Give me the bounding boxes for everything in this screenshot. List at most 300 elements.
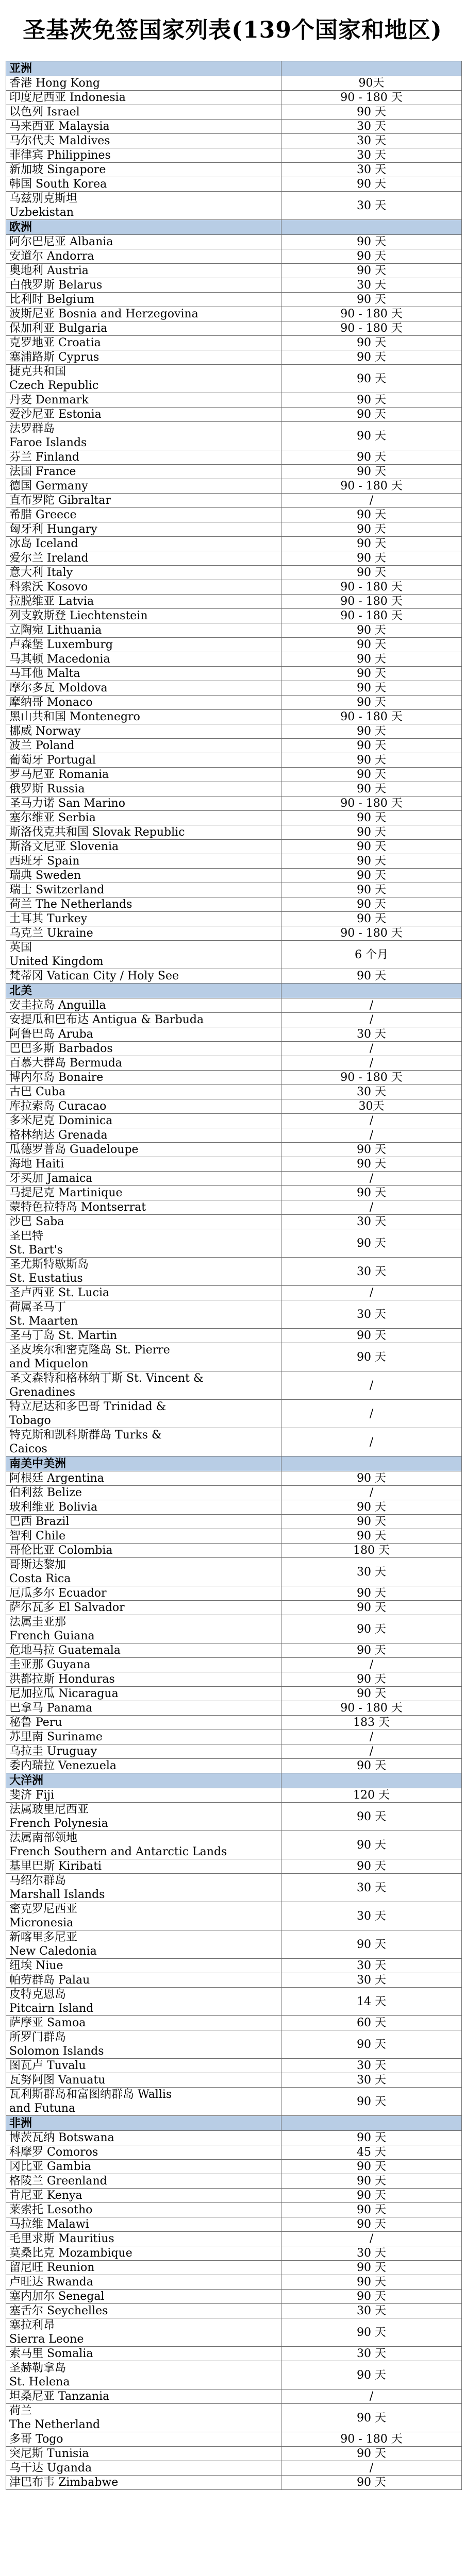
stay-duration: / bbox=[281, 1042, 462, 1056]
country-name: 萨摩亚 Samoa bbox=[6, 2016, 281, 2030]
stay-duration: 90 - 180 天 bbox=[281, 307, 462, 321]
stay-duration: 90 天 bbox=[281, 2290, 462, 2304]
table-row bbox=[6, 941, 462, 969]
table-row bbox=[6, 1586, 462, 1601]
country-name: 圣马丁岛 St. Martin bbox=[6, 1329, 281, 1343]
table-row bbox=[6, 1988, 462, 2016]
stay-duration: 90 - 180 天 bbox=[281, 479, 462, 494]
region-name: 南美中美洲 bbox=[6, 1456, 281, 1471]
table-row bbox=[6, 1013, 462, 1027]
country-name: 波斯尼亚 Bosnia and Herzegovina bbox=[6, 307, 281, 321]
stay-duration: 90 - 180 天 bbox=[281, 796, 462, 811]
country-name: 海地 Haiti bbox=[6, 1157, 281, 1172]
table-row bbox=[6, 1701, 462, 1716]
stay-duration: 90 天 bbox=[281, 450, 462, 465]
table-row bbox=[6, 1529, 462, 1544]
stay-duration: 90 天 bbox=[281, 2476, 462, 2490]
page-title: 圣基茨免签国家列表(139个国家和地区) bbox=[23, 17, 442, 43]
stay-duration: 90 天 bbox=[281, 696, 462, 710]
country-name: 玻利维亚 Bolivia bbox=[6, 1500, 281, 1515]
country-name: 马尔代夫 Maldives bbox=[6, 134, 281, 148]
table-row bbox=[6, 551, 462, 566]
stay-duration: 90 天 bbox=[281, 1586, 462, 1601]
table-row bbox=[6, 667, 462, 681]
table-row bbox=[6, 2261, 462, 2275]
stay-duration: 90 天 bbox=[281, 969, 462, 984]
table-row bbox=[6, 307, 462, 321]
stay-duration: 90 天 bbox=[281, 2404, 462, 2432]
stay-duration: 90 天 bbox=[281, 249, 462, 264]
region-header-blank bbox=[281, 1456, 462, 1471]
country-name: 塞舌尔 Seychelles bbox=[6, 2304, 281, 2318]
country-name: 法属玻里尼西亚 French Polynesia bbox=[6, 1803, 281, 1831]
country-name: 卢旺达 Rwanda bbox=[6, 2275, 281, 2290]
country-name: 索马里 Somalia bbox=[6, 2347, 281, 2361]
region-name: 大洋洲 bbox=[6, 1773, 281, 1788]
table-row bbox=[6, 1874, 462, 1902]
stay-duration: 30 天 bbox=[281, 1300, 462, 1329]
table-row bbox=[6, 2016, 462, 2030]
table-row bbox=[6, 1515, 462, 1529]
country-name: 基里巴斯 Kiribati bbox=[6, 1859, 281, 1874]
stay-duration: 60 天 bbox=[281, 2016, 462, 2030]
table-row bbox=[6, 1114, 462, 1128]
table-row bbox=[6, 393, 462, 408]
table-row bbox=[6, 1500, 462, 1515]
table-row bbox=[6, 450, 462, 465]
stay-duration: 90 - 180 天 bbox=[281, 580, 462, 595]
country-name: 安道尔 Andorra bbox=[6, 249, 281, 264]
table-row bbox=[6, 2088, 462, 2116]
stay-duration: 90 天 bbox=[281, 2174, 462, 2189]
stay-duration: / bbox=[281, 1744, 462, 1759]
stay-duration: 90 天 bbox=[281, 1601, 462, 1615]
country-name: 保加利亚 Bulgaria bbox=[6, 321, 281, 336]
stay-duration: 30 天 bbox=[281, 192, 462, 220]
stay-duration: 90 - 180 天 bbox=[281, 1701, 462, 1716]
country-name: 马来西亚 Malaysia bbox=[6, 120, 281, 134]
stay-duration: 90 天 bbox=[281, 350, 462, 365]
table-row bbox=[6, 926, 462, 941]
stay-duration: / bbox=[281, 2389, 462, 2404]
country-name: 波兰 Poland bbox=[6, 739, 281, 753]
stay-duration: 30 天 bbox=[281, 2304, 462, 2318]
table-row bbox=[6, 422, 462, 450]
table-row bbox=[6, 1759, 462, 1773]
table-row bbox=[6, 580, 462, 595]
table-row bbox=[6, 1143, 462, 1157]
country-name: 丹麦 Denmark bbox=[6, 393, 281, 408]
table-row bbox=[6, 897, 462, 912]
stay-duration: / bbox=[281, 1730, 462, 1744]
stay-duration: 90 天 bbox=[281, 2189, 462, 2203]
country-name: 百慕大群岛 Bermuda bbox=[6, 1056, 281, 1071]
table-row bbox=[6, 120, 462, 134]
table-row bbox=[6, 2389, 462, 2404]
table-row bbox=[6, 163, 462, 177]
table-row bbox=[6, 739, 462, 753]
table-row bbox=[6, 1128, 462, 1143]
country-name: 巴巴多斯 Barbados bbox=[6, 1042, 281, 1056]
stay-duration: / bbox=[281, 1056, 462, 1071]
table-row bbox=[6, 1157, 462, 1172]
table-row bbox=[6, 2447, 462, 2461]
stay-duration: 90 天 bbox=[281, 883, 462, 897]
table-row bbox=[6, 840, 462, 854]
table-row bbox=[6, 1687, 462, 1701]
stay-duration: 90 天 bbox=[281, 2160, 462, 2174]
table-row bbox=[6, 1471, 462, 1486]
country-name: 直布罗陀 Gibraltar bbox=[6, 494, 281, 508]
country-name: 英国 United Kingdom bbox=[6, 941, 281, 969]
stay-duration: / bbox=[281, 1286, 462, 1300]
stay-duration: 90 天 bbox=[281, 1831, 462, 1859]
stay-duration: 90 天 bbox=[281, 782, 462, 796]
country-name: 法属南部领地 French Southern and Antarctic Lands bbox=[6, 1831, 281, 1859]
country-name: 荷兰 The Netherland bbox=[6, 2404, 281, 2432]
country-name: 肯尼亚 Kenya bbox=[6, 2189, 281, 2203]
stay-duration: 90 天 bbox=[281, 1329, 462, 1343]
country-name: 新喀里多尼亚 New Caledonia bbox=[6, 1930, 281, 1959]
stay-duration: 90 天 bbox=[281, 508, 462, 522]
country-name: 科索沃 Kosovo bbox=[6, 580, 281, 595]
table-row bbox=[6, 537, 462, 551]
country-name: 菲律宾 Philippines bbox=[6, 148, 281, 163]
country-name: 芬兰 Finland bbox=[6, 450, 281, 465]
stay-duration: 90 天 bbox=[281, 869, 462, 883]
table-body bbox=[6, 61, 462, 2490]
stay-duration: 90 天 bbox=[281, 1643, 462, 1658]
country-name: 乌干达 Uganda bbox=[6, 2461, 281, 2476]
country-name: 安圭拉岛 Anguilla bbox=[6, 998, 281, 1013]
table-row bbox=[6, 1859, 462, 1874]
country-name: 韩国 South Korea bbox=[6, 177, 281, 192]
region-header-row bbox=[6, 1773, 462, 1788]
country-name: 库拉索岛 Curacao bbox=[6, 1099, 281, 1114]
stay-duration: 90 天 bbox=[281, 1143, 462, 1157]
country-name: 爱尔兰 Ireland bbox=[6, 551, 281, 566]
country-name: 西班牙 Spain bbox=[6, 854, 281, 869]
stay-duration: 90 天 bbox=[281, 551, 462, 566]
table-row bbox=[6, 696, 462, 710]
country-name: 瑞士 Switzerland bbox=[6, 883, 281, 897]
country-name: 圭亚那 Guyana bbox=[6, 1658, 281, 1672]
stay-duration: 30 天 bbox=[281, 2347, 462, 2361]
table-row bbox=[6, 1643, 462, 1658]
table-row bbox=[6, 609, 462, 623]
stay-duration: / bbox=[281, 1013, 462, 1027]
country-name: 特立尼达和多巴哥 Trinidad & Tobago bbox=[6, 1400, 281, 1428]
stay-duration: 183 天 bbox=[281, 1716, 462, 1730]
country-name: 圣尤斯特歇斯岛 St. Eustatius bbox=[6, 1258, 281, 1286]
table-row bbox=[6, 1672, 462, 1687]
table-row bbox=[6, 1099, 462, 1114]
table-row bbox=[6, 1186, 462, 1200]
stay-duration: 90 天 bbox=[281, 2088, 462, 2116]
stay-duration: 90 天 bbox=[281, 724, 462, 739]
country-name: 莱索托 Lesotho bbox=[6, 2203, 281, 2217]
stay-duration: 90 天 bbox=[281, 1471, 462, 1486]
country-name: 乌克兰 Ukraine bbox=[6, 926, 281, 941]
table-row bbox=[6, 1027, 462, 1042]
table-row bbox=[6, 1428, 462, 1456]
country-name: 爱沙尼亚 Estonia bbox=[6, 408, 281, 422]
table-row bbox=[6, 854, 462, 869]
stay-duration: 30 天 bbox=[281, 1902, 462, 1930]
country-name: 匈牙利 Hungary bbox=[6, 522, 281, 537]
stay-duration: 90 天 bbox=[281, 2447, 462, 2461]
table-row bbox=[6, 1716, 462, 1730]
table-row bbox=[6, 408, 462, 422]
stay-duration: 30 天 bbox=[281, 1973, 462, 1988]
stay-duration: 6 个月 bbox=[281, 941, 462, 969]
country-name: 突尼斯 Tunisia bbox=[6, 2447, 281, 2461]
table-row bbox=[6, 2246, 462, 2261]
table-row bbox=[6, 1615, 462, 1643]
country-name: 立陶宛 Lithuania bbox=[6, 623, 281, 638]
stay-duration: 90 天 bbox=[281, 854, 462, 869]
stay-duration: 90 天 bbox=[281, 623, 462, 638]
table-row bbox=[6, 1258, 462, 1286]
stay-duration: 90 天 bbox=[281, 1186, 462, 1200]
country-name: 博内尔岛 Bonaire bbox=[6, 1071, 281, 1085]
stay-duration: 90 天 bbox=[281, 1157, 462, 1172]
stay-duration: 30 天 bbox=[281, 1874, 462, 1902]
table-row bbox=[6, 1329, 462, 1343]
region-header-blank bbox=[281, 1773, 462, 1788]
country-name: 马绍尔群岛 Marshall Islands bbox=[6, 1874, 281, 1902]
table-row bbox=[6, 1343, 462, 1371]
stay-duration: 30 天 bbox=[281, 1085, 462, 1099]
stay-duration: 90 天 bbox=[281, 1343, 462, 1371]
stay-duration: 90 - 180 天 bbox=[281, 710, 462, 724]
table-row bbox=[6, 912, 462, 926]
stay-duration: 120 天 bbox=[281, 1788, 462, 1803]
stay-duration: / bbox=[281, 1658, 462, 1672]
country-name: 苏里南 Suriname bbox=[6, 1730, 281, 1744]
country-name: 卢森堡 Luxemburg bbox=[6, 638, 281, 652]
stay-duration: 90 天 bbox=[281, 422, 462, 450]
country-name: 蒙特色拉特岛 Montserrat bbox=[6, 1200, 281, 1215]
country-name: 白俄罗斯 Belarus bbox=[6, 278, 281, 293]
table-row bbox=[6, 1831, 462, 1859]
table-row bbox=[6, 1744, 462, 1759]
country-name: 法国 France bbox=[6, 465, 281, 479]
country-name: 克罗地亚 Croatia bbox=[6, 336, 281, 350]
table-row bbox=[6, 2476, 462, 2490]
country-name: 萨尔瓦多 El Salvador bbox=[6, 1601, 281, 1615]
stay-duration: / bbox=[281, 1200, 462, 1215]
stay-duration: 90 天 bbox=[281, 177, 462, 192]
country-name: 圣马力诺 San Marino bbox=[6, 796, 281, 811]
table-row bbox=[6, 522, 462, 537]
stay-duration: 30 天 bbox=[281, 2073, 462, 2088]
visa-free-table bbox=[6, 61, 462, 2490]
country-name: 圣巴特 St. Bart's bbox=[6, 1229, 281, 1258]
bottom-margin bbox=[6, 2490, 459, 2495]
stay-duration: 30天 bbox=[281, 1099, 462, 1114]
table-row bbox=[6, 869, 462, 883]
table-row bbox=[6, 1959, 462, 1973]
country-name: 圣卢西亚 St. Lucia bbox=[6, 1286, 281, 1300]
table-row bbox=[6, 2404, 462, 2432]
table-row bbox=[6, 796, 462, 811]
stay-duration: 90 天 bbox=[281, 825, 462, 840]
table-row bbox=[6, 2304, 462, 2318]
country-name: 希腊 Greece bbox=[6, 508, 281, 522]
country-name: 斯洛伐克共和国 Slovak Republic bbox=[6, 825, 281, 840]
stay-duration: 90 天 bbox=[281, 897, 462, 912]
stay-duration: 90 天 bbox=[281, 264, 462, 278]
country-name: 以色列 Israel bbox=[6, 105, 281, 120]
country-name: 智利 Chile bbox=[6, 1529, 281, 1544]
region-name: 亚洲 bbox=[6, 61, 281, 76]
country-name: 马其顿 Macedonia bbox=[6, 652, 281, 667]
stay-duration: 90 天 bbox=[281, 638, 462, 652]
table-row bbox=[6, 811, 462, 825]
stay-duration: 90 - 180 天 bbox=[281, 926, 462, 941]
country-name: 帕劳群岛 Palau bbox=[6, 1973, 281, 1988]
country-name: 马耳他 Malta bbox=[6, 667, 281, 681]
stay-duration: 90 天 bbox=[281, 652, 462, 667]
table-row bbox=[6, 321, 462, 336]
stay-duration: 90 天 bbox=[281, 336, 462, 350]
table-row bbox=[6, 2232, 462, 2246]
stay-duration: 90 天 bbox=[281, 1229, 462, 1258]
region-name: 北美 bbox=[6, 984, 281, 998]
table-row bbox=[6, 883, 462, 897]
country-name: 摩纳哥 Monaco bbox=[6, 696, 281, 710]
stay-duration: / bbox=[281, 1114, 462, 1128]
stay-duration: 90 天 bbox=[281, 2217, 462, 2232]
table-row bbox=[6, 479, 462, 494]
table-row bbox=[6, 1544, 462, 1558]
country-name: 斐济 Fiji bbox=[6, 1788, 281, 1803]
stay-duration: 90 天 bbox=[281, 739, 462, 753]
stay-duration: 90 天 bbox=[281, 2275, 462, 2290]
region-header-row bbox=[6, 984, 462, 998]
country-name: 尼加拉瓜 Nicaragua bbox=[6, 1687, 281, 1701]
table-row bbox=[6, 2174, 462, 2189]
country-name: 俄罗斯 Russia bbox=[6, 782, 281, 796]
table-row bbox=[6, 566, 462, 580]
stay-duration: 90 天 bbox=[281, 2361, 462, 2389]
stay-duration: 90 天 bbox=[281, 522, 462, 537]
country-name: 津巴布韦 Zimbabwe bbox=[6, 2476, 281, 2490]
country-name: 牙买加 Jamaica bbox=[6, 1172, 281, 1186]
country-name: 留尼旺 Reunion bbox=[6, 2261, 281, 2275]
country-name: 香港 Hong Kong bbox=[6, 76, 281, 91]
stay-duration: 90 天 bbox=[281, 681, 462, 696]
table-row bbox=[6, 1371, 462, 1400]
stay-duration: 90 天 bbox=[281, 1687, 462, 1701]
country-name: 法属圭亚那 French Guiana bbox=[6, 1615, 281, 1643]
country-name: 秘鲁 Peru bbox=[6, 1716, 281, 1730]
table-row bbox=[6, 177, 462, 192]
stay-duration: 90 天 bbox=[281, 811, 462, 825]
country-name: 哥斯达黎加 Costa Rica bbox=[6, 1558, 281, 1586]
table-row bbox=[6, 595, 462, 609]
stay-duration: 30 天 bbox=[281, 134, 462, 148]
country-name: 拉脱维亚 Latvia bbox=[6, 595, 281, 609]
table-row bbox=[6, 2059, 462, 2073]
table-row bbox=[6, 148, 462, 163]
stay-duration: 180 天 bbox=[281, 1544, 462, 1558]
country-name: 图瓦卢 Tuvalu bbox=[6, 2059, 281, 2073]
country-name: 毛里求斯 Mauritius bbox=[6, 2232, 281, 2246]
table-row bbox=[6, 2030, 462, 2059]
country-name: 乌兹别克斯坦 Uzbekistan bbox=[6, 192, 281, 220]
table-row bbox=[6, 638, 462, 652]
stay-duration: 30 天 bbox=[281, 1959, 462, 1973]
stay-duration: 90 天 bbox=[281, 1615, 462, 1643]
stay-duration: / bbox=[281, 2461, 462, 2476]
table-row bbox=[6, 508, 462, 522]
stay-duration: 90 - 180 天 bbox=[281, 609, 462, 623]
region-header-blank bbox=[281, 220, 462, 235]
stay-duration: 90 天 bbox=[281, 912, 462, 926]
table-row bbox=[6, 2432, 462, 2447]
country-name: 委内瑞拉 Venezuela bbox=[6, 1759, 281, 1773]
country-name: 葡萄牙 Portugal bbox=[6, 753, 281, 768]
country-name: 厄瓜多尔 Ecuador bbox=[6, 1586, 281, 1601]
country-name: 博茨瓦纳 Botswana bbox=[6, 2131, 281, 2145]
stay-duration: 90 天 bbox=[281, 1500, 462, 1515]
country-name: 荷兰 The Netherlands bbox=[6, 897, 281, 912]
table-row bbox=[6, 2361, 462, 2389]
stay-duration: 90 天 bbox=[281, 235, 462, 249]
country-name: 马提尼克 Martinique bbox=[6, 1186, 281, 1200]
country-name: 圣皮埃尔和密克隆岛 St. Pierre and Miquelon bbox=[6, 1343, 281, 1371]
table-row bbox=[6, 1071, 462, 1085]
table-row bbox=[6, 2290, 462, 2304]
country-name: 梵蒂冈 Vatican City / Holy See bbox=[6, 969, 281, 984]
table-row bbox=[6, 1658, 462, 1672]
table-row bbox=[6, 1229, 462, 1258]
stay-duration: 90 天 bbox=[281, 840, 462, 854]
table-row bbox=[6, 1172, 462, 1186]
country-name: 罗马尼亚 Romania bbox=[6, 768, 281, 782]
table-row bbox=[6, 2203, 462, 2217]
table-row bbox=[6, 969, 462, 984]
country-name: 洪都拉斯 Honduras bbox=[6, 1672, 281, 1687]
country-name: 土耳其 Turkey bbox=[6, 912, 281, 926]
stay-duration: 90 天 bbox=[281, 365, 462, 393]
stay-duration: 14 天 bbox=[281, 1988, 462, 2016]
stay-duration: 30 天 bbox=[281, 1027, 462, 1042]
country-name: 皮特克恩岛 Pitcairn Island bbox=[6, 1988, 281, 2016]
stay-duration: 90 天 bbox=[281, 2030, 462, 2059]
stay-duration: 90 - 180 天 bbox=[281, 321, 462, 336]
country-name: 法罗群岛 Faroe Islands bbox=[6, 422, 281, 450]
table-row bbox=[6, 1042, 462, 1056]
table-row bbox=[6, 1558, 462, 1586]
table-row bbox=[6, 2073, 462, 2088]
stay-duration: 90 - 180 天 bbox=[281, 91, 462, 105]
country-name: 冰岛 Iceland bbox=[6, 537, 281, 551]
table-row bbox=[6, 2131, 462, 2145]
country-name: 挪威 Norway bbox=[6, 724, 281, 739]
table-row bbox=[6, 465, 462, 479]
country-name: 古巴 Cuba bbox=[6, 1085, 281, 1099]
country-name: 格林纳达 Grenada bbox=[6, 1128, 281, 1143]
country-name: 圣文森特和格林纳丁斯 St. Vincent & Grenadines bbox=[6, 1371, 281, 1400]
region-header-blank bbox=[281, 61, 462, 76]
table-row bbox=[6, 652, 462, 667]
table-row bbox=[6, 494, 462, 508]
country-name: 塞拉利昂 Sierra Leone bbox=[6, 2318, 281, 2347]
stay-duration: 90 天 bbox=[281, 1759, 462, 1773]
